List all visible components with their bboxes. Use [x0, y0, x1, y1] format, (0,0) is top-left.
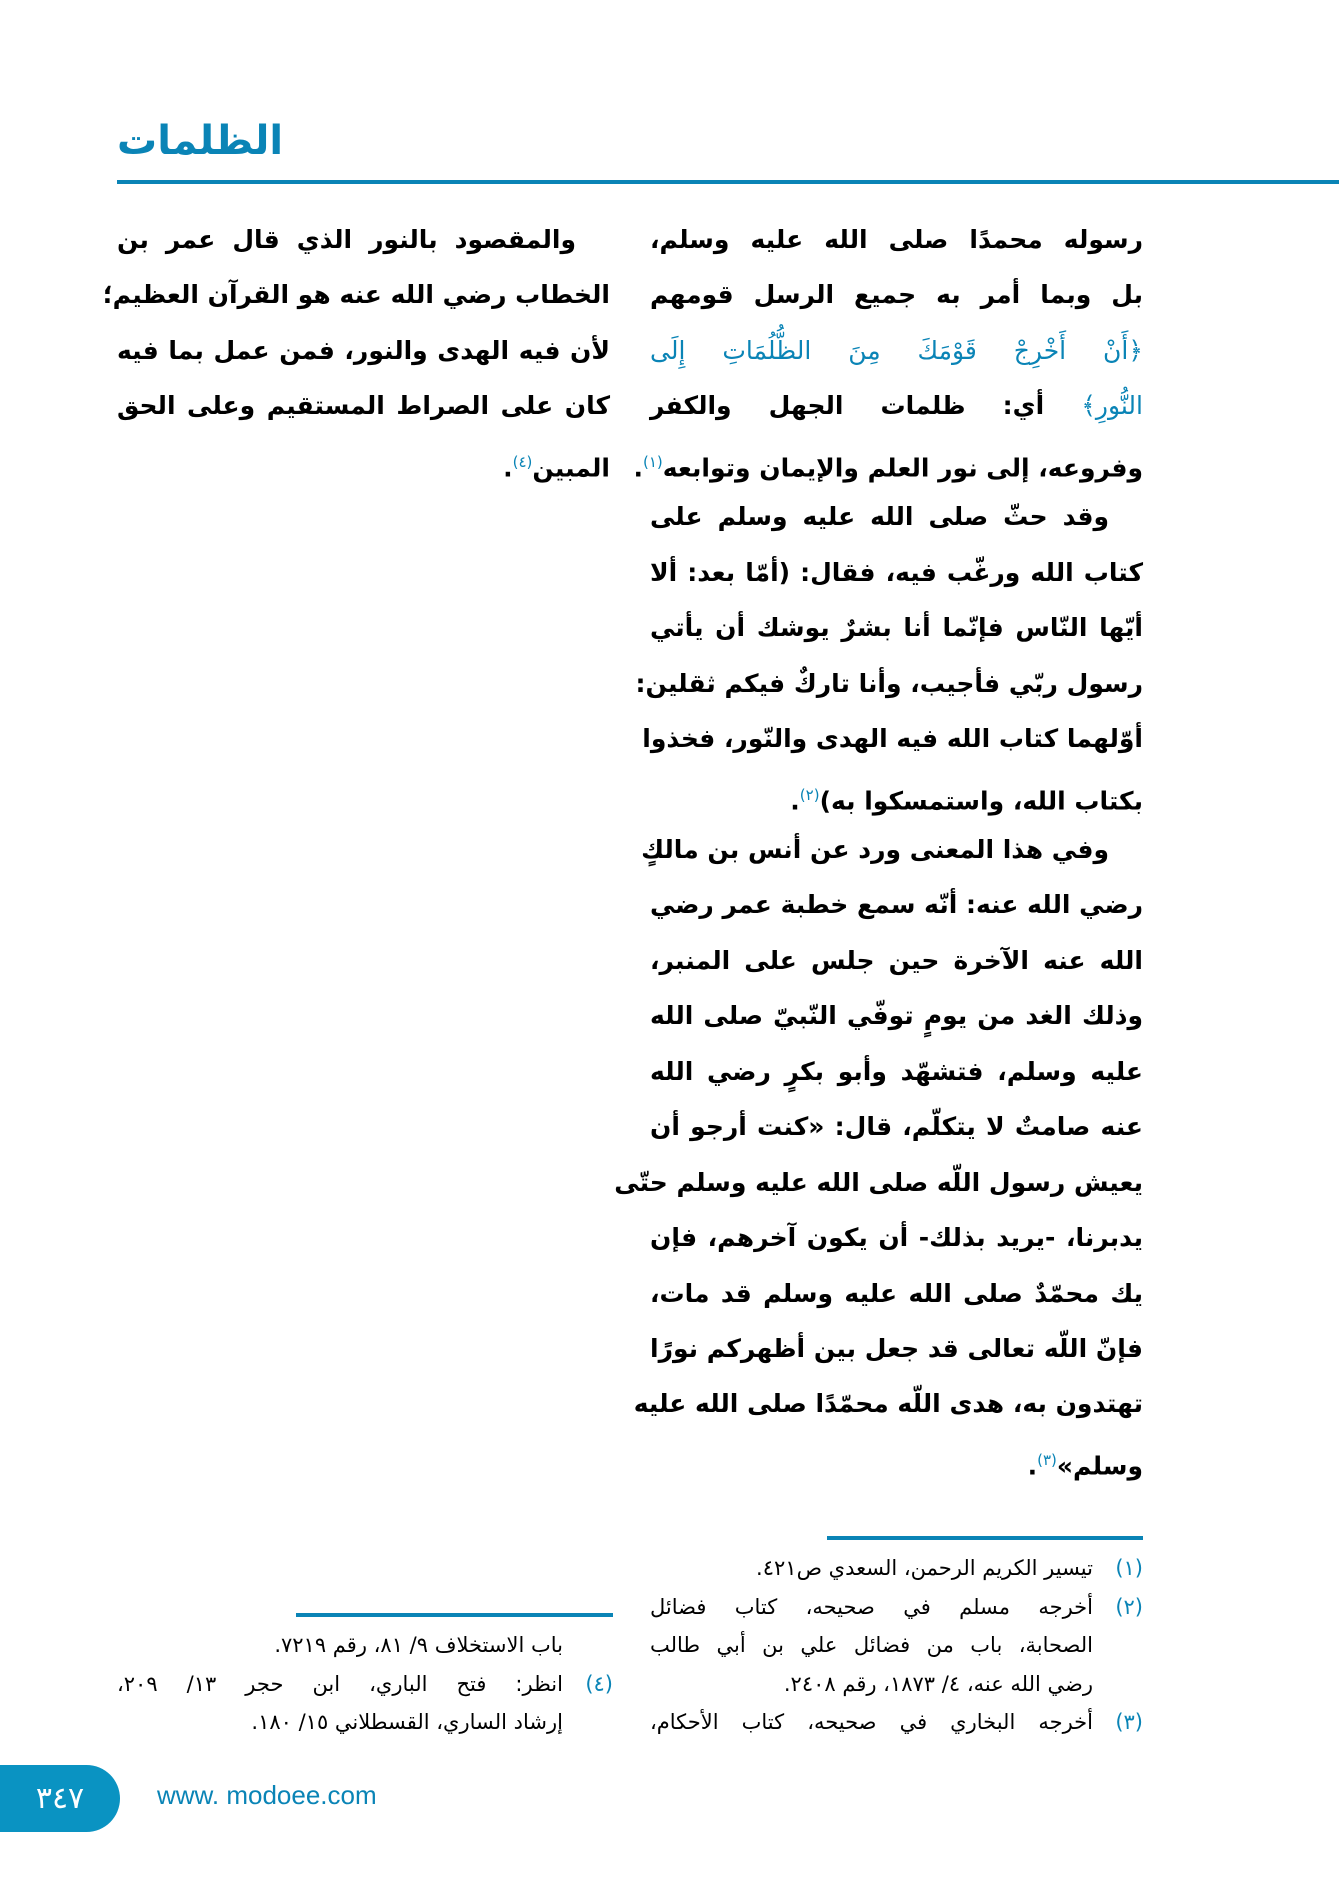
text-line: يدبرنا، -يريد بذلك- أن يكون آخرهم، فإن	[650, 1223, 1143, 1253]
text-line: كتاب الله ورغّب فيه، فقال: (أمّا بعد: ألا	[650, 557, 1143, 587]
footnote-text: أخرجه مسلم في صحيحه، كتاب فضائل	[650, 1594, 1093, 1619]
text-line: أوّلهما كتاب الله فيه الهدى والنّور، فخذوا	[642, 724, 1143, 754]
text-line: وقد حثّ صلى الله عليه وسلم على	[650, 502, 1109, 532]
text-line: الخطاب رضي الله عنه هو القرآن العظيم؛	[102, 280, 610, 310]
text-line: فإنّ اللّه تعالى قد جعل بين أظهركم نورًا	[650, 1334, 1143, 1363]
footnote-rule	[827, 1536, 1143, 1540]
text-line	[650, 386, 1143, 426]
period: .	[1027, 1451, 1038, 1481]
text-line: رسوله محمدًا صلى الله عليه وسلم،	[650, 225, 1143, 254]
page-number-badge	[0, 1765, 120, 1832]
footnote-3-cont	[117, 1629, 613, 1661]
footnote-4	[117, 1668, 613, 1700]
text-line: أيّها النّاس فإنّما أنا بشرٌ يوشك أن يأتي	[650, 613, 1143, 643]
text-line	[117, 442, 610, 488]
text-line	[650, 775, 1143, 821]
page-number: ٣٤٧	[35, 1781, 85, 1816]
text-line: بل وبما أمر به جميع الرسل قومهم	[650, 280, 1143, 310]
footnote-text: أخرجه البخاري في صحيحه، كتاب الأحكام،	[650, 1710, 1093, 1734]
text-span: أي: ظلمات الجهل والكفر	[650, 391, 1045, 421]
footnote-ref[interactable]: (٤)	[512, 452, 533, 471]
text-line: الله عنه الآخرة حين جلس على المنبر،	[650, 945, 1143, 975]
quran-verse-line: ﴿أَنْ أَخْرِجْ قَوْمَكَ مِنَ الظُّلُمَاتِ إِلَى	[650, 335, 1143, 365]
period: .	[790, 785, 800, 815]
text-span: المبين	[532, 453, 610, 483]
footnote-text: الصحابة، باب من فضائل علي بن أبي طالب	[650, 1633, 1093, 1657]
text-span: وسلم»	[1056, 1451, 1143, 1481]
website-link[interactable]: www. modoee.com	[157, 1780, 377, 1810]
footnote-1	[650, 1552, 1143, 1584]
footnote-text: انظر: فتح الباري، ابن حجر ١٣/ ٢٠٩،	[117, 1671, 563, 1696]
text-line: عليه وسلم، فتشهّد وأبو بكرٍ رضي الله	[650, 1056, 1143, 1086]
text-line	[650, 1440, 1143, 1486]
footnote-text: رضي الله عنه، ٤/ ١٨٧٣، رقم ٢٤٠٨.	[783, 1671, 1093, 1696]
quran-verse-end: النُّورِ﴾	[1081, 391, 1143, 421]
footnote-number: (٢)	[1115, 1594, 1143, 1619]
text-line: يعيش رسول اللّه صلى الله عليه وسلم حتّى	[614, 1167, 1143, 1197]
period: .	[503, 453, 513, 483]
text-line: وفي هذا المعنى ورد عن أنس بن مالكٍ	[641, 834, 1109, 864]
footnote-3	[650, 1706, 1143, 1738]
text-line: يك محمّدٌ صلى الله عليه وسلم قد مات،	[650, 1278, 1143, 1308]
footnote-2	[650, 1591, 1143, 1623]
text-line: تهتدون به، هدى اللّه محمّدًا صلى الله عليه	[633, 1389, 1143, 1419]
footnote-number: (٣)	[1115, 1710, 1143, 1734]
text-line: كان على الصراط المستقيم وعلى الحق	[117, 391, 610, 421]
header-rule	[117, 180, 1339, 184]
footnote-rule	[296, 1613, 613, 1617]
footnote-ref[interactable]: (١)	[642, 452, 663, 471]
text-line: عنه صامتٌ لا يتكلّم، قال: «كنت أرجو أن	[650, 1112, 1143, 1142]
text-span: وفروعه، إلى نور العلم والإيمان وتوابعه	[662, 453, 1143, 483]
text-line: رسول ربّي فأجيب، وأنا تاركٌ فيكم ثقلين:	[635, 668, 1143, 698]
text-line: والمقصود بالنور الذي قال عمر بن	[117, 225, 576, 254]
text-line: رضي الله عنه: أنّه سمع خطبة عمر رضي	[649, 890, 1143, 920]
footnote-text: إرشاد الساري، القسطلاني ١٥/ ١٨٠.	[251, 1710, 563, 1734]
footnote-2-cont	[650, 1668, 1143, 1700]
text-line: لأن فيه الهدى والنور، فمن عمل بما فيه	[117, 335, 610, 365]
text-line: وذلك الغد من يومٍ توفّي النّبيّ صلى الله	[650, 1001, 1143, 1031]
text-span: بكتاب الله، واستمسكوا به)	[819, 785, 1143, 815]
footnote-number: (١)	[1115, 1556, 1143, 1580]
footnote-ref[interactable]: (٢)	[799, 785, 820, 804]
footnote-2-cont	[650, 1629, 1143, 1661]
chapter-title: الظلمات	[117, 118, 284, 164]
text-line	[633, 442, 1143, 488]
footnote-number: (٤)	[585, 1671, 613, 1696]
footnote-text: تيسير الكريم الرحمن، السعدي ص٤٢١.	[756, 1556, 1093, 1580]
footnote-ref[interactable]: (٣)	[1037, 1450, 1057, 1469]
footnote-4-cont	[117, 1706, 613, 1738]
footnote-text: باب الاستخلاف ٩/ ٨١، رقم ٧٢١٩.	[274, 1633, 563, 1657]
period: .	[633, 453, 643, 483]
